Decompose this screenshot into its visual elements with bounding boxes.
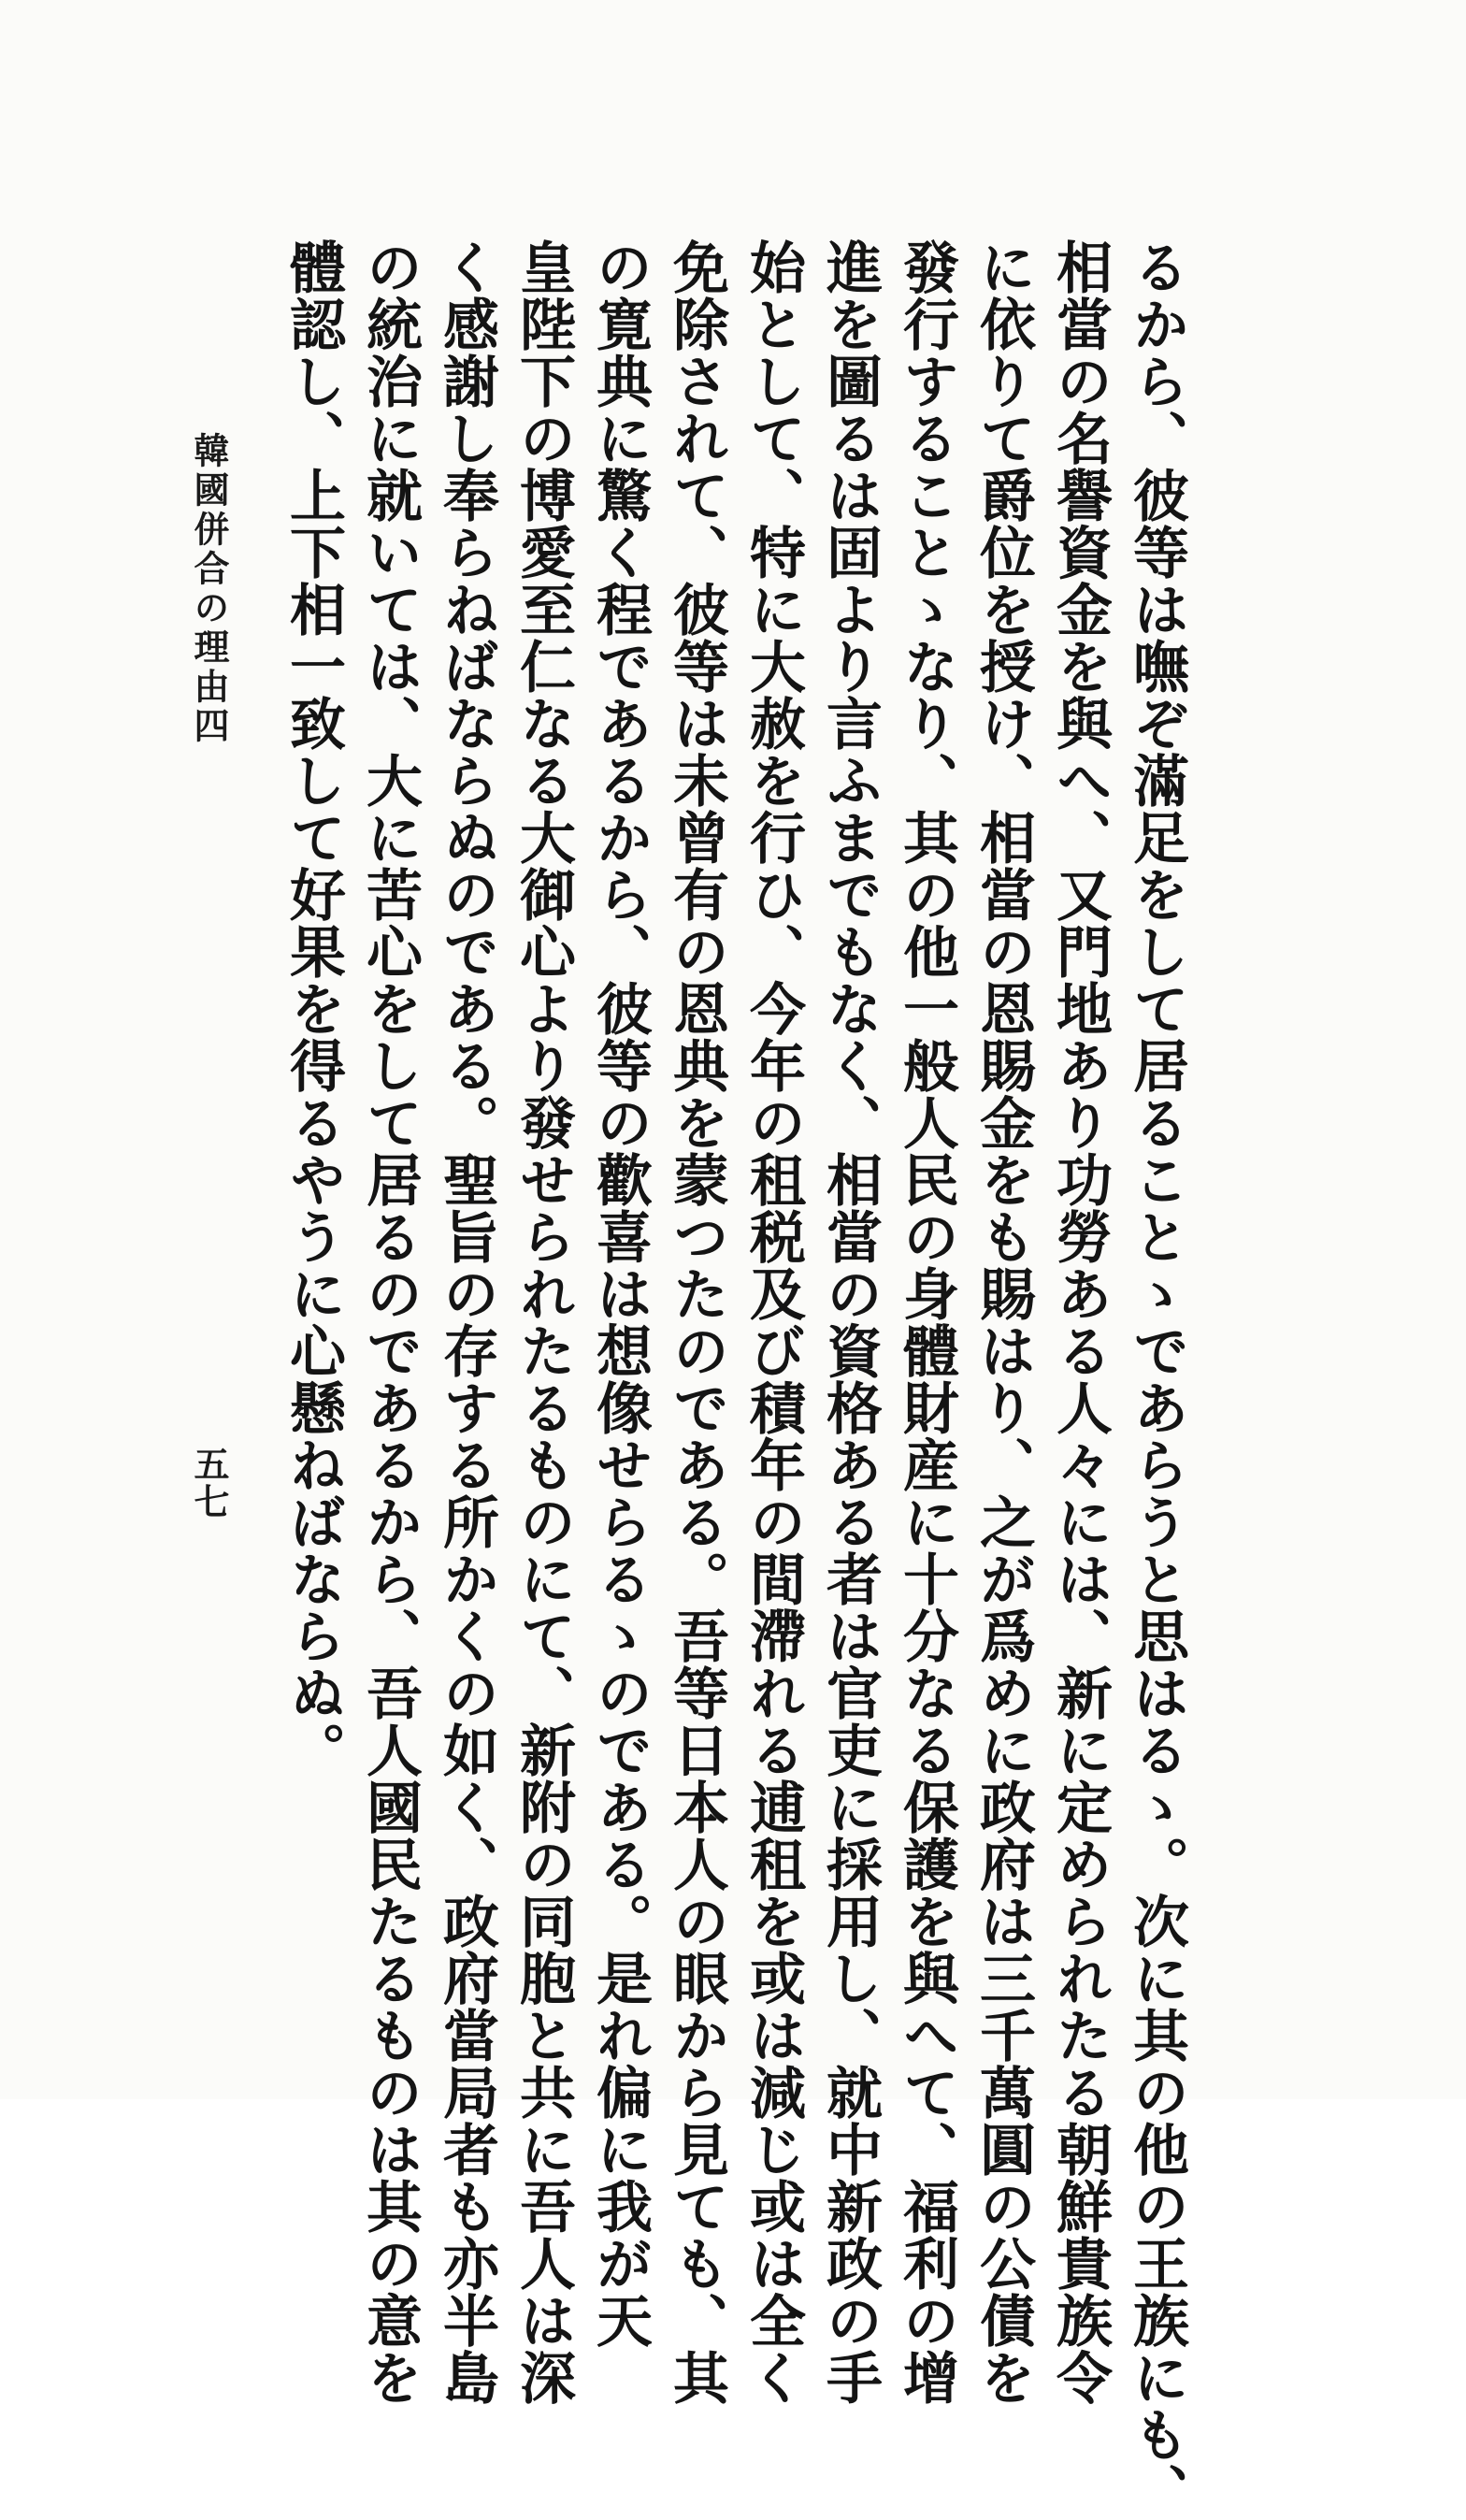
text-line: るから、彼等は嘸ぞ滿足をして居ることゝであらうと思はるゝ。次に其の他の王族にも、 [1124,238,1189,2520]
running-head: 韓國併合の理由四 [188,432,230,746]
text-line: 免除されて、彼等は未曾有の恩典を蒙つたのである。吾等日本人の眼から見ても、其 [664,238,729,2406]
page-number: 五七 [188,1446,230,1520]
text-line: 體認し、上下相一致して好果を得るやうに心懸ねばならぬ。 [280,238,346,1778]
body-text [275,238,1195,2520]
text-line: 始として、特に大赦を行ひ、今年の租税及び積年の間滯れる逋租を或は減じ或は全く [740,238,806,2406]
text-line: の統治に就いては、大に苦心をして居るのであるから、吾人國民たるものは其の意を [357,238,423,2406]
text-line: く感謝し奉らねばならぬのである。聖旨の存する所かくの如く、政府當局者も亦半島 [434,238,499,2406]
text-line: 皇陛下の博愛至仁なる大御心より發せられたるものにて、新附の同胞と共に吾人は深 [510,238,576,2406]
text-line: 進を圖るは固より言ふまでもなく、相當の資格ある者は官吏に採用し、就中新政の手 [817,238,883,2406]
text-line: に依りて爵位を授け、相當の恩賜金をも賜はり、之が爲めに政府は三千萬圓の公債を [970,238,1036,2406]
text-line: の寛典に驚く程であるから、彼等の歡喜は想像せらるゝのである。是れ偏に我が天 [587,238,653,2349]
text-line: 相當の名譽資金を與へ、又門地あり功勞ある人々には、新に定められたる朝鮮貴族令 [1047,238,1113,2406]
text-line: 發行することゝなり、其の他一般人民の身體財産に十分なる保護を與へて、福利の增 [894,238,959,2406]
